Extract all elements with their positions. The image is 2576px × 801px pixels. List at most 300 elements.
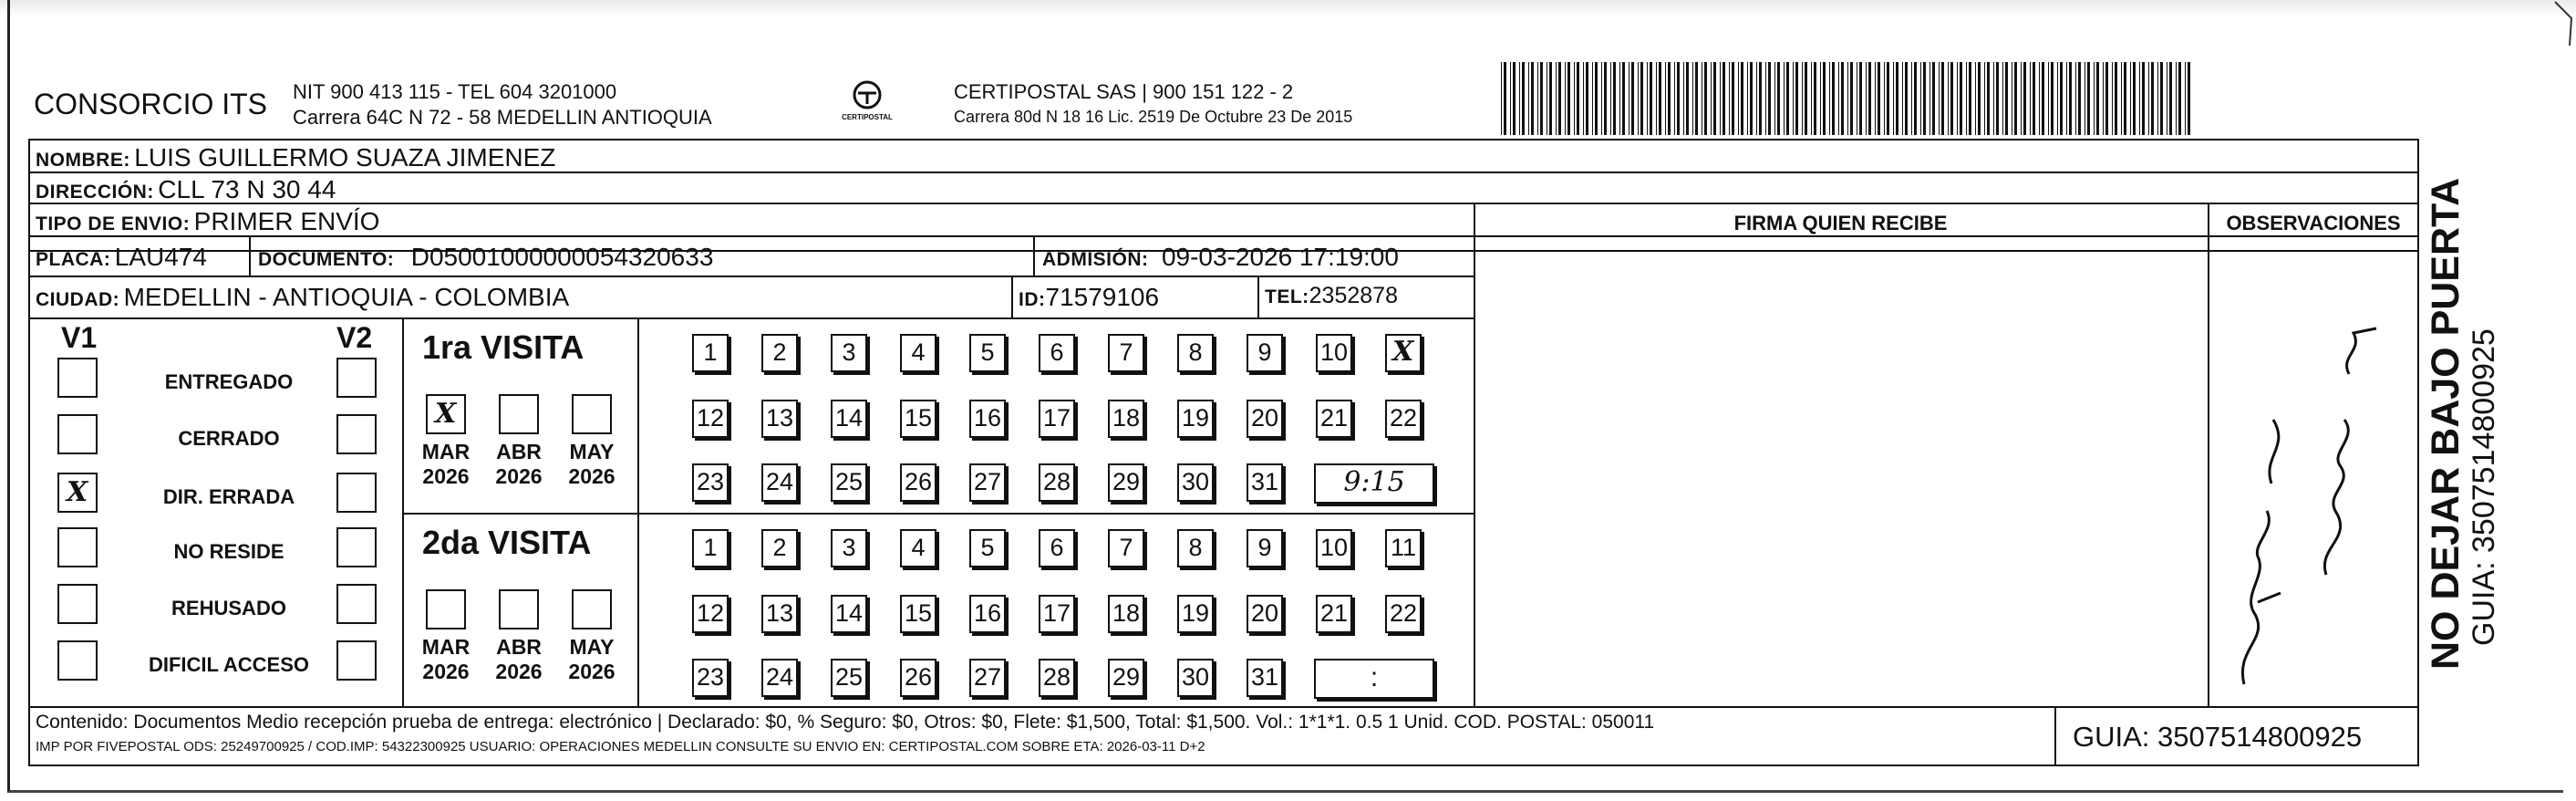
barcode <box>1501 62 2196 135</box>
barcode-bar <box>2042 62 2044 135</box>
admision-label: ADMISIÓN: <box>1042 249 1149 270</box>
month-year: 2026 <box>568 464 616 488</box>
barcode-bar <box>1993 62 1994 135</box>
barcode-bar <box>2087 62 2090 135</box>
barcode-bar <box>1795 62 1798 135</box>
day-cell[interactable]: 31 <box>1247 659 1283 697</box>
day-cell[interactable]: 22 <box>1385 595 1422 633</box>
month-label <box>419 635 473 684</box>
month-year: 2026 <box>422 660 470 683</box>
day-cell[interactable]: 23 <box>692 463 729 502</box>
day-cell[interactable]: 4 <box>900 334 936 372</box>
barcode-bar <box>1896 62 1898 135</box>
day-cell[interactable]: 28 <box>1039 463 1075 502</box>
barcode-bar <box>1504 62 1506 135</box>
day-cell[interactable]: 12 <box>692 400 729 438</box>
day-cell[interactable]: 5 <box>969 529 1006 567</box>
visit-title: 2da VISITA <box>422 524 592 561</box>
barcode-bar <box>2148 62 2149 135</box>
company-line1: NIT 900 413 115 - TEL 604 3201000 <box>293 80 617 103</box>
month-name: ABR <box>496 635 542 659</box>
barcode-bar <box>1987 62 1990 135</box>
month-name: MAY <box>569 635 615 659</box>
barcode-bar <box>1759 62 1762 135</box>
day-cell[interactable]: 10 <box>1316 334 1352 372</box>
barcode-bar <box>2176 62 2177 135</box>
day-cell[interactable]: 9 <box>1247 334 1283 372</box>
barcode-bar <box>2103 62 2104 135</box>
month-checkbox[interactable] <box>572 589 612 629</box>
barcode-bar <box>2178 62 2181 135</box>
barcode-bar <box>1540 62 1543 135</box>
barcode-bar <box>1619 62 1620 135</box>
barcode-bar <box>1577 62 1579 135</box>
day-cell[interactable]: 13 <box>761 595 798 633</box>
nombre-field <box>36 143 555 172</box>
day-cell[interactable]: 3 <box>831 529 867 567</box>
barcode-bar <box>1631 62 1634 135</box>
barcode-bar <box>1583 62 1584 135</box>
barcode-bar <box>1868 62 1871 135</box>
day-cell[interactable]: 24 <box>761 463 798 502</box>
day-cell[interactable]: 25 <box>831 463 867 502</box>
barcode-bar <box>1960 62 1962 135</box>
barcode-bar <box>1838 62 1839 135</box>
barcode-bar <box>1565 62 1566 135</box>
month-name: ABR <box>496 440 542 463</box>
barcode-bar <box>1729 62 1730 135</box>
observaciones-header: OBSERVACIONES <box>2226 212 2401 234</box>
v2-checkbox[interactable] <box>336 640 377 681</box>
barcode-bar <box>2185 62 2186 135</box>
month-year: 2026 <box>568 660 616 683</box>
barcode-bar <box>1574 62 1575 135</box>
day-cell[interactable]: 16 <box>969 400 1006 438</box>
day-cell[interactable]: 19 <box>1177 400 1214 438</box>
documento-field <box>258 243 713 272</box>
barcode-bar <box>1659 62 1661 135</box>
barcode-bar <box>1720 62 1721 135</box>
barcode-bar <box>1537 62 1538 135</box>
visit-title: 1ra VISITA <box>422 328 585 366</box>
day-cell[interactable]: 25 <box>831 659 867 697</box>
day-cell[interactable]: 30 <box>1177 463 1214 502</box>
day-cell[interactable]: 9 <box>1247 529 1283 567</box>
status-label: NO RESIDE <box>173 540 284 563</box>
barcode-bar <box>2023 62 2026 135</box>
firma-header: FIRMA QUIEN RECIBE <box>1733 212 1948 234</box>
barcode-bar <box>1741 62 1743 135</box>
month-name: MAR <box>421 440 471 463</box>
day-cell[interactable]: 14 <box>831 400 867 438</box>
side-guia: GUIA: 3507514800925 <box>2467 328 2501 646</box>
v2-checkbox[interactable] <box>336 473 377 513</box>
barcode-bar <box>2002 62 2003 135</box>
direccion-label: DIRECCIÓN: <box>36 182 154 203</box>
barcode-bar <box>1528 62 1529 135</box>
day-cell[interactable]: 8 <box>1177 334 1214 372</box>
barcode-bar <box>1893 62 1894 135</box>
documento-value: D05001000000054320633 <box>410 243 714 271</box>
day-cell[interactable]: 29 <box>1108 463 1144 502</box>
id-label: ID: <box>1019 289 1046 310</box>
day-cell[interactable]: 27 <box>969 463 1006 502</box>
day-mark: X <box>1392 336 1414 368</box>
barcode-bar <box>2115 62 2117 135</box>
barcode-bar <box>2142 62 2145 135</box>
barcode-bar <box>1902 62 1903 135</box>
status-label: REHUSADO <box>171 597 286 619</box>
barcode-bar <box>1765 62 1766 135</box>
barcode-bar <box>1923 62 1926 135</box>
barcode-bar <box>1820 62 1821 135</box>
barcode-bar <box>2078 62 2081 135</box>
v2-checkbox[interactable] <box>336 414 377 454</box>
barcode-bar <box>1786 62 1789 135</box>
barcode-bar <box>1604 62 1607 135</box>
barcode-bar <box>2094 62 2095 135</box>
barcode-bar <box>2188 62 2190 135</box>
v2-checkbox[interactable] <box>336 584 377 624</box>
time-field[interactable]: 9:15 <box>1314 463 1434 504</box>
barcode-bar <box>2039 62 2040 135</box>
observaciones-handwriting <box>2217 301 2399 693</box>
day-cell[interactable]: 2 <box>761 334 798 372</box>
barcode-bar <box>1647 62 1648 135</box>
barcode-bar <box>1811 62 1812 135</box>
barcode-bar <box>1586 62 1588 135</box>
day-cell[interactable] <box>1385 334 1422 372</box>
barcode-bar <box>1695 62 1698 135</box>
day-cell[interactable]: 20 <box>1247 595 1283 633</box>
day-cell[interactable]: 14 <box>831 595 867 633</box>
tipo-envio-field <box>36 207 379 236</box>
barcode-bar <box>1814 62 1816 135</box>
tel-label: TEL: <box>1265 286 1309 307</box>
barcode-bar <box>1558 62 1561 135</box>
barcode-bar <box>2005 62 2008 135</box>
status-label: DIR. ERRADA <box>162 485 295 508</box>
barcode-bar <box>1640 62 1643 135</box>
barcode-bar <box>1841 62 1844 135</box>
barcode-bar <box>2112 62 2113 135</box>
day-cell[interactable]: 13 <box>761 400 798 438</box>
barcode-bar <box>1610 62 1611 135</box>
status-label: CERRADO <box>178 427 280 450</box>
day-cell[interactable]: 6 <box>1039 334 1075 372</box>
footer-contenido: Contenido: Documentos Medio recepción prueba de entrega: electrónico | Declarado: $0, % Seguro: $0, Otros: $0, Flete: $1,500, Total: $1,500. Vol.: 1*1*1. 0.5 1 Unid. COD. POSTAL: 050011 <box>36 712 1655 733</box>
month-label <box>564 440 619 489</box>
barcode-bar <box>1911 62 1912 135</box>
direccion-value: CLL 73 N 30 44 <box>158 175 336 203</box>
barcode-bar <box>1866 62 1867 135</box>
footer-guia: GUIA: 3507514800925 <box>2073 721 2363 753</box>
barcode-bar <box>1650 62 1652 135</box>
barcode-bar <box>1592 62 1593 135</box>
carrier-line2: Carrera 80d N 18 16 Lic. 2519 De Octubre 23 De 2015 <box>954 108 1353 126</box>
day-cell[interactable]: 21 <box>1316 595 1352 633</box>
month-mark: X <box>435 398 457 430</box>
documento-label: DOCUMENTO: <box>258 249 395 270</box>
barcode-bar <box>1501 62 1502 135</box>
ciudad-value: MEDELLIN - ANTIOQUIA - COLOMBIA <box>123 283 570 311</box>
barcode-bar <box>2075 62 2076 135</box>
side-text <box>2425 159 2501 670</box>
day-cell[interactable]: 3 <box>831 334 867 372</box>
barcode-bar <box>2021 62 2022 135</box>
barcode-bar <box>1793 62 1794 135</box>
month-checkbox[interactable] <box>499 394 539 434</box>
barcode-bar <box>1601 62 1602 135</box>
day-cell[interactable]: 12 <box>692 595 729 633</box>
status-label: ENTREGADO <box>164 370 294 393</box>
barcode-bar <box>1768 62 1771 135</box>
day-cell[interactable]: 7 <box>1108 529 1144 567</box>
day-cell[interactable]: 2 <box>761 529 798 567</box>
barcode-bar <box>2096 62 2099 135</box>
day-cell[interactable]: 17 <box>1039 400 1075 438</box>
barcode-bar <box>2069 62 2072 135</box>
month-year: 2026 <box>495 660 543 683</box>
barcode-bar <box>1966 62 1967 135</box>
page-corner <box>2553 0 2576 55</box>
barcode-bar <box>1978 62 1981 135</box>
barcode-bar <box>1732 62 1734 135</box>
barcode-bar <box>2105 62 2108 135</box>
month-checkbox[interactable] <box>572 394 612 434</box>
barcode-bar <box>1969 62 1971 135</box>
month-name: MAR <box>421 635 471 659</box>
barcode-bar <box>2169 62 2172 135</box>
day-cell[interactable]: 24 <box>761 659 798 697</box>
barcode-bar <box>1711 62 1712 135</box>
month-year: 2026 <box>422 464 470 488</box>
day-cell[interactable]: 27 <box>969 659 1006 697</box>
time-field[interactable]: : <box>1314 659 1434 699</box>
v1-check-mark: X <box>67 476 88 508</box>
day-cell[interactable]: 11 <box>1385 529 1422 567</box>
month-label <box>419 440 473 489</box>
barcode-bar <box>1887 62 1889 135</box>
day-cell[interactable]: 4 <box>900 529 936 567</box>
barcode-bar <box>1875 62 1876 135</box>
barcode-bar <box>1914 62 1917 135</box>
company-line2: Carrera 64C N 72 - 58 MEDELLIN ANTIOQUIA <box>293 106 712 129</box>
day-cell[interactable]: 26 <box>900 463 936 502</box>
day-cell[interactable]: 20 <box>1247 400 1283 438</box>
v1-checkbox[interactable] <box>57 358 98 398</box>
day-cell[interactable]: 7 <box>1108 334 1144 372</box>
barcode-bar <box>1984 62 1985 135</box>
day-cell[interactable]: 8 <box>1177 529 1214 567</box>
barcode-bar <box>1832 62 1835 135</box>
barcode-bar <box>1595 62 1598 135</box>
tel-field <box>1265 283 1398 309</box>
barcode-bar <box>2057 62 2058 135</box>
month-checkbox[interactable] <box>426 394 466 434</box>
barcode-bar <box>2160 62 2163 135</box>
barcode-bar <box>1975 62 1976 135</box>
day-cell[interactable]: 17 <box>1039 595 1075 633</box>
barcode-bar <box>1859 62 1862 135</box>
day-cell[interactable]: 1 <box>692 529 729 567</box>
barcode-bar <box>1847 62 1848 135</box>
v2-checkbox[interactable] <box>336 527 377 567</box>
barcode-bar <box>1905 62 1908 135</box>
handwriting-strokes <box>2217 301 2399 693</box>
logo-text: CERTIPOSTAL <box>842 113 893 121</box>
barcode-bar <box>2157 62 2158 135</box>
month-year: 2026 <box>495 464 543 488</box>
barcode-bar <box>1522 62 1525 135</box>
v1-label: V1 <box>61 321 98 354</box>
barcode-bar <box>1738 62 1739 135</box>
barcode-bar <box>2151 62 2154 135</box>
barcode-bar <box>1884 62 1885 135</box>
day-cell[interactable]: 18 <box>1108 595 1144 633</box>
barcode-bar <box>1531 62 1534 135</box>
tipo-envio-label: TIPO DE ENVIO: <box>36 213 191 234</box>
barcode-bar <box>2124 62 2126 135</box>
barcode-bar <box>1929 62 1930 135</box>
placa-value: LAU474 <box>114 243 207 271</box>
day-cell[interactable]: 23 <box>692 659 729 697</box>
barcode-bar <box>1567 62 1570 135</box>
v2-label: V2 <box>336 321 373 354</box>
nombre-label: NOMBRE: <box>36 150 130 171</box>
barcode-bar <box>1878 62 1880 135</box>
day-cell[interactable]: 18 <box>1108 400 1144 438</box>
barcode-bar <box>1613 62 1616 135</box>
barcode-bar <box>1622 62 1625 135</box>
barcode-bar <box>2030 62 2031 135</box>
barcode-bar <box>1674 62 1675 135</box>
barcode-bar <box>1519 62 1520 135</box>
carrier-line1: CERTIPOSTAL SAS | 900 151 122 - 2 <box>954 80 1294 103</box>
barcode-bar <box>2121 62 2122 135</box>
footer-imp: IMP POR FIVEPOSTAL ODS: 25249700925 / COD.IMP: 54322300925 USUARIO: OPERACIONES MEDELLIN CONSULTE SU ENVIO EN: CERTIPOSTAL.COM SOBRE ETA: 2026-03-11 D+2 <box>36 739 1205 754</box>
month-label <box>491 440 546 489</box>
v1-checkbox[interactable] <box>57 414 98 454</box>
barcode-bar <box>2014 62 2017 135</box>
admision-value: 09-03-2026 17:19:00 <box>1161 243 1399 271</box>
barcode-bar <box>1656 62 1657 135</box>
corner-mark <box>2553 0 2576 55</box>
barcode-bar <box>1850 62 1853 135</box>
month-label <box>564 635 619 684</box>
tel-value: 2352878 <box>1309 283 1398 308</box>
day-cell[interactable]: 19 <box>1177 595 1214 633</box>
tipo-envio-value: PRIMER ENVÍO <box>193 207 380 235</box>
direccion-field <box>36 175 336 204</box>
day-cell[interactable]: 21 <box>1316 400 1352 438</box>
barcode-bar <box>1941 62 1944 135</box>
ciudad-field <box>36 283 569 312</box>
barcode-bar <box>1774 62 1775 135</box>
barcode-bar <box>1713 62 1716 135</box>
v1-checkbox[interactable] <box>57 527 98 567</box>
company-name: CONSORCIO ITS <box>34 88 268 120</box>
barcode-bar <box>1829 62 1830 135</box>
barcode-bar <box>1756 62 1757 135</box>
day-cell[interactable]: 31 <box>1247 463 1283 502</box>
barcode-bar <box>1805 62 1807 135</box>
barcode-bar <box>1686 62 1689 135</box>
month-checkbox[interactable] <box>426 589 466 629</box>
certipostal-logo-icon <box>840 77 895 131</box>
v1-checkbox[interactable] <box>57 640 98 681</box>
day-cell[interactable]: 15 <box>900 595 936 633</box>
barcode-bar <box>1950 62 1953 135</box>
barcode-bar <box>1638 62 1639 135</box>
day-cell[interactable]: 28 <box>1039 659 1075 697</box>
barcode-bar <box>1683 62 1684 135</box>
status-label: DIFICIL ACCESO <box>148 653 309 676</box>
barcode-bar <box>1939 62 1940 135</box>
admision-field <box>1042 243 1399 272</box>
day-cell[interactable]: 1 <box>692 334 729 372</box>
barcode-bar <box>1549 62 1552 135</box>
barcode-bar <box>1668 62 1671 135</box>
barcode-bar <box>2051 62 2054 135</box>
barcode-bar <box>2048 62 2049 135</box>
day-cell[interactable]: 16 <box>969 595 1006 633</box>
barcode-bar <box>1723 62 1725 135</box>
day-cell[interactable]: 22 <box>1385 400 1422 438</box>
barcode-bar <box>1948 62 1949 135</box>
barcode-bar <box>2066 62 2067 135</box>
barcode-bar <box>2060 62 2063 135</box>
month-name: MAY <box>569 440 615 463</box>
barcode-bar <box>2133 62 2136 135</box>
barcode-bar <box>2033 62 2035 135</box>
day-cell[interactable]: 6 <box>1039 529 1075 567</box>
barcode-bar <box>1932 62 1935 135</box>
month-checkbox[interactable] <box>499 589 539 629</box>
v1-checkbox[interactable] <box>57 584 98 624</box>
barcode-bar <box>1750 62 1753 135</box>
placa-label: PLACA: <box>36 249 111 270</box>
barcode-bar <box>1957 62 1958 135</box>
ciudad-label: CIUDAD: <box>36 289 120 310</box>
day-cell[interactable]: 30 <box>1177 659 1214 697</box>
barcode-bar <box>1920 62 1921 135</box>
day-cell[interactable]: 15 <box>900 400 936 438</box>
barcode-bar <box>1823 62 1826 135</box>
day-cell[interactable]: 29 <box>1108 659 1144 697</box>
placa-field <box>36 243 207 272</box>
barcode-bar <box>2139 62 2140 135</box>
v1-checkbox[interactable] <box>57 473 98 513</box>
delivery-guide-document <box>7 0 2563 793</box>
certipostal-logo <box>840 77 895 131</box>
v2-checkbox[interactable] <box>336 358 377 398</box>
barcode-bar <box>1704 62 1707 135</box>
day-cell[interactable]: 10 <box>1316 529 1352 567</box>
side-no-dejar: NO DEJAR BAJO PUERTA <box>2424 177 2467 670</box>
nombre-value: LUIS GUILLERMO SUAZA JIMENEZ <box>134 143 556 172</box>
barcode-bar <box>1665 62 1666 135</box>
day-cell[interactable]: 5 <box>969 334 1006 372</box>
barcode-bar <box>1747 62 1748 135</box>
id-field <box>1019 283 1159 312</box>
barcode-bar <box>1777 62 1780 135</box>
barcode-bar <box>1802 62 1803 135</box>
id-value: 71579106 <box>1045 283 1160 311</box>
barcode-bar <box>1996 62 1999 135</box>
day-cell[interactable]: 26 <box>900 659 936 697</box>
month-label <box>491 635 546 684</box>
